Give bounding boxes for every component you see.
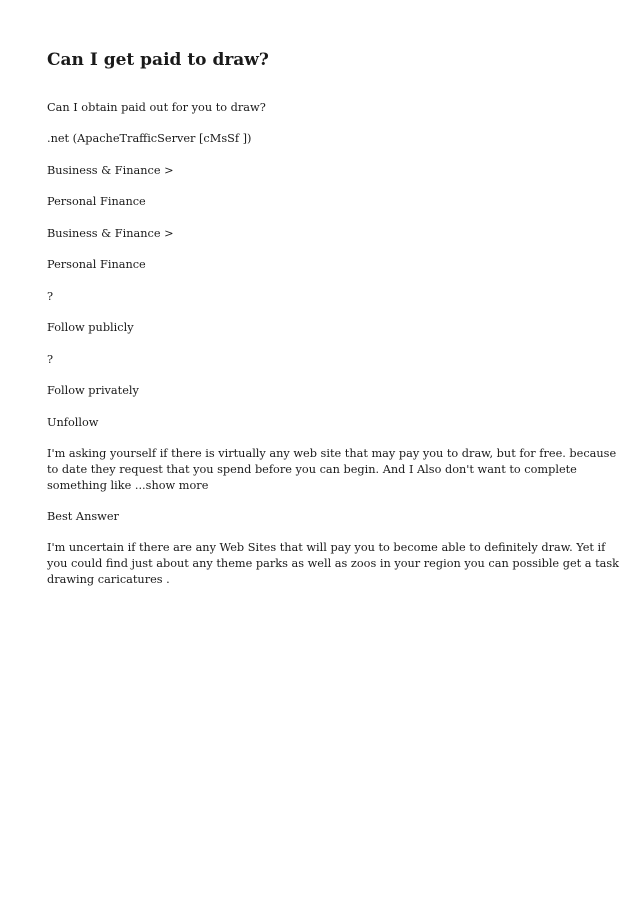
category-name-repeat: Personal Finance — [47, 258, 146, 271]
question-details — [47, 446, 616, 494]
page-title: Can I get paid to draw? — [47, 50, 269, 70]
answer-line: I'm uncertain if there are any Web Sites that will pay you to become able to definitely draw. Yet if — [47, 541, 606, 554]
category-breadcrumb-repeat: Business & Finance > — [47, 227, 174, 240]
subtitle-question: Can I obtain paid out for you to draw? — [47, 101, 266, 114]
follow-privately-text: Follow privately — [47, 384, 139, 397]
server-info: .net (ApacheTrafficServer [cMsSf ]) — [47, 132, 252, 145]
answer-text — [47, 540, 619, 588]
answer-line: you could find just about any theme parks as well as zoos in your region you can possible get a task — [47, 557, 619, 570]
category-breadcrumb: Business & Finance > — [47, 164, 174, 177]
question-mark-text-2: ? — [47, 353, 54, 366]
unfollow-text: Unfollow — [47, 416, 99, 429]
follow-publicly-text: Follow publicly — [47, 321, 134, 334]
question-details-line: something like ...show more — [47, 479, 209, 492]
question-details-line: to date they request that you spend before you can begin. And I Also don't want to complete — [47, 463, 577, 476]
best-answer-label: Best Answer — [47, 510, 119, 523]
question-mark-text: ? — [47, 290, 54, 303]
question-details-line: I'm asking yourself if there is virtually any web site that may pay you to draw, but for free. because — [47, 447, 617, 460]
category-name: Personal Finance — [47, 195, 146, 208]
answer-line: drawing caricatures . — [47, 573, 170, 586]
